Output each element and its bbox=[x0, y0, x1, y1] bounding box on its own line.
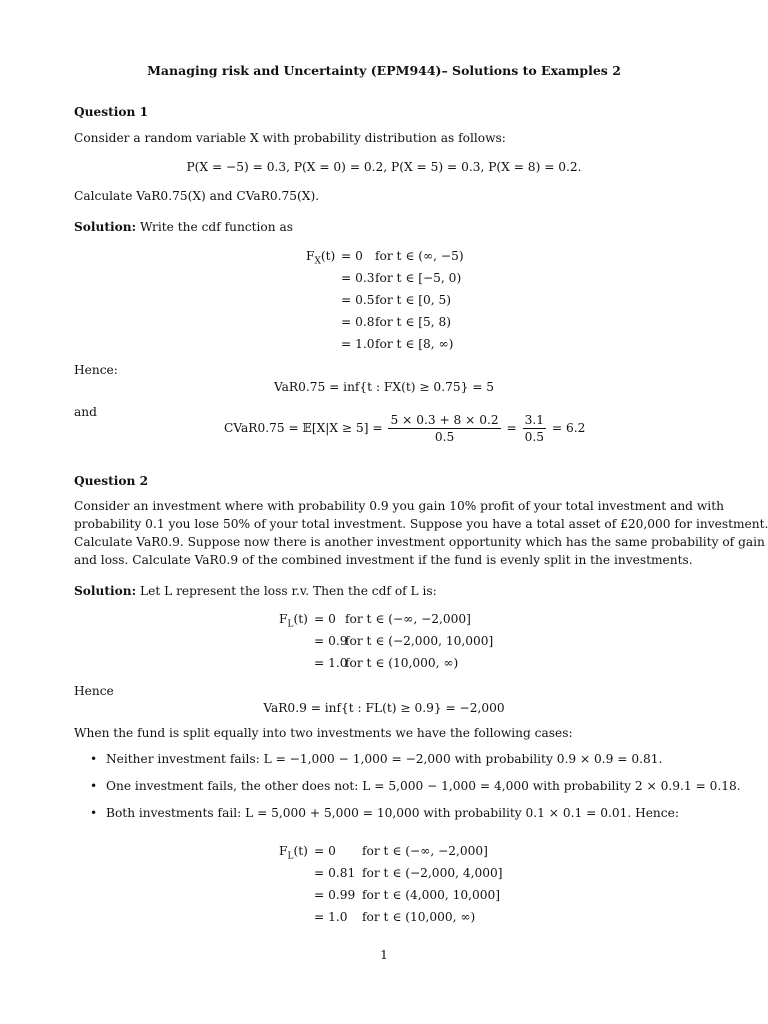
cvar-frac1-den: 0.5 bbox=[434, 430, 455, 444]
cdf-row-value: = 0.81 bbox=[314, 866, 356, 880]
cvar-fraction-2 bbox=[523, 412, 546, 445]
cdf-row-value: = 1.0 bbox=[314, 910, 348, 924]
q1-intro: Consider a random variable X with probability distribution as follows: bbox=[74, 131, 506, 145]
document-title: Managing risk and Uncertainty (EPM944)– Solutions to Examples 2 bbox=[147, 63, 621, 78]
cdf-row-condition: for t ∈ [−5, 0) bbox=[375, 271, 462, 285]
q2-text-line-4: and loss. Calculate VaR0.9 of the combined investment if the fund is evenly split in the investments. bbox=[74, 553, 693, 567]
cdf-lhs-label: $F_L(t)$ bbox=[279, 844, 308, 862]
q2-text-line-1: Consider an investment where with probability 0.9 you gain 10% profit of your total investment and with bbox=[74, 499, 724, 513]
q1-task: Calculate VaR0.75(X) and CVaR0.75(X). bbox=[74, 189, 320, 203]
cdf-lhs-label: $F_X(t)$ bbox=[306, 249, 336, 267]
q1-hence: Hence: bbox=[74, 363, 118, 377]
solution-text: Let L represent the loss r.v. Then the cdf of L is: bbox=[140, 584, 437, 598]
cdf-row-condition: for t ∈ (10,000, ∞) bbox=[362, 910, 476, 924]
cvar-frac2-den: 0.5 bbox=[524, 430, 544, 444]
q1-var-equation: VaR0.75 = inf{t : FX(t) ≥ 0.75} = 5 bbox=[273, 380, 495, 394]
q2-text-line-2: probability 0.1 you lose 50% of your total investment. Suppose you have a total asset of £20,000 for investment. bbox=[74, 517, 768, 531]
equals-sign: = bbox=[506, 421, 517, 435]
cvar-frac1-num: 5 × 0.3 + 8 × 0.2 bbox=[390, 413, 499, 427]
q2-cdf2-lhs bbox=[279, 842, 308, 865]
cdf-row-value: = 0 bbox=[314, 612, 336, 626]
cdf-row-condition: for t ∈ (∞, −5) bbox=[375, 249, 464, 263]
cdf-row-value: = 0 bbox=[314, 844, 336, 858]
bullet-dot: • bbox=[90, 779, 98, 793]
bullet-dot: • bbox=[90, 752, 98, 766]
cdf-row-condition: for t ∈ (−∞, −2,000] bbox=[362, 844, 488, 858]
cvar-lhs: CVaR0.75 = 𝔼[X|X ≥ 5] = bbox=[224, 421, 383, 435]
q1-cvar-equation bbox=[224, 412, 585, 445]
q2-var-equation: VaR0.9 = inf{t : FL(t) ≥ 0.9} = −2,000 bbox=[263, 701, 505, 715]
bullet-text: Both investments fail: L = 5,000 + 5,000 = 10,000 with probability 0.1 × 0.1 = 0.01. Hence: bbox=[106, 806, 679, 820]
cdf-row-condition: for t ∈ (−∞, −2,000] bbox=[345, 612, 471, 626]
cdf-row-value: = 1.0 bbox=[314, 656, 348, 670]
cdf-row-value: = 1.0 bbox=[341, 337, 375, 351]
cdf-row-value: = 0.9 bbox=[314, 634, 348, 648]
solution-text: Write the cdf function as bbox=[140, 220, 293, 234]
cdf-row-condition: for t ∈ [5, 8) bbox=[375, 315, 451, 329]
list-item bbox=[90, 804, 679, 822]
q1-cdf-lhs bbox=[306, 247, 335, 270]
cdf-row-condition: for t ∈ (−2,000, 4,000] bbox=[362, 866, 503, 880]
q2-cdf1-lhs bbox=[279, 610, 308, 633]
solution-label: Solution: bbox=[74, 220, 137, 234]
cvar-frac2-num: 3.1 bbox=[524, 413, 544, 427]
q2-solution-line bbox=[74, 582, 437, 600]
cdf-row-value: = 0 bbox=[341, 249, 363, 263]
cvar-fraction-1 bbox=[388, 412, 500, 445]
q2-split-text: When the fund is split equally into two investments we have the following cases: bbox=[74, 726, 573, 740]
cdf-row-value: = 0.5 bbox=[341, 293, 375, 307]
cdf-row-condition: for t ∈ [8, ∞) bbox=[375, 337, 454, 351]
cdf-row-value: = 0.99 bbox=[314, 888, 356, 902]
question-2-heading: Question 2 bbox=[74, 474, 149, 488]
cdf-row-value: = 0.3 bbox=[341, 271, 375, 285]
cdf-row-condition: for t ∈ (10,000, ∞) bbox=[345, 656, 459, 670]
solution-label: Solution: bbox=[74, 584, 137, 598]
q2-hence: Hence bbox=[74, 684, 114, 698]
list-item bbox=[90, 777, 741, 795]
q1-and: and bbox=[74, 405, 97, 419]
cdf-row-condition: for t ∈ (4,000, 10,000] bbox=[362, 888, 501, 902]
q1-solution-line bbox=[74, 218, 293, 236]
q1-distribution: P(X = −5) = 0.3, P(X = 0) = 0.2, P(X = 5) = 0.3, P(X = 8) = 0.2. bbox=[186, 160, 582, 174]
cdf-row-condition: for t ∈ [0, 5) bbox=[375, 293, 451, 307]
cdf-lhs-label: $F_L(t)$ bbox=[279, 612, 308, 630]
cdf-row-value: = 0.8 bbox=[341, 315, 375, 329]
page-number: 1 bbox=[380, 948, 388, 962]
list-item bbox=[90, 750, 662, 768]
bullet-text: One investment fails, the other does not: L = 5,000 − 1,000 = 4,000 with probability 2 × 0.9.1 = 0.18. bbox=[106, 779, 741, 793]
cdf-row-condition: for t ∈ (−2,000, 10,000] bbox=[345, 634, 494, 648]
bullet-text: Neither investment fails: L = −1,000 − 1,000 = −2,000 with probability 0.9 × 0.9 = 0.81. bbox=[106, 752, 663, 766]
cvar-result: = 6.2 bbox=[551, 421, 586, 435]
q2-text-line-3: Calculate VaR0.9. Suppose now there is another investment opportunity which has the same probability of gain bbox=[74, 535, 765, 549]
question-1-heading: Question 1 bbox=[74, 105, 149, 119]
bullet-dot: • bbox=[90, 806, 98, 820]
